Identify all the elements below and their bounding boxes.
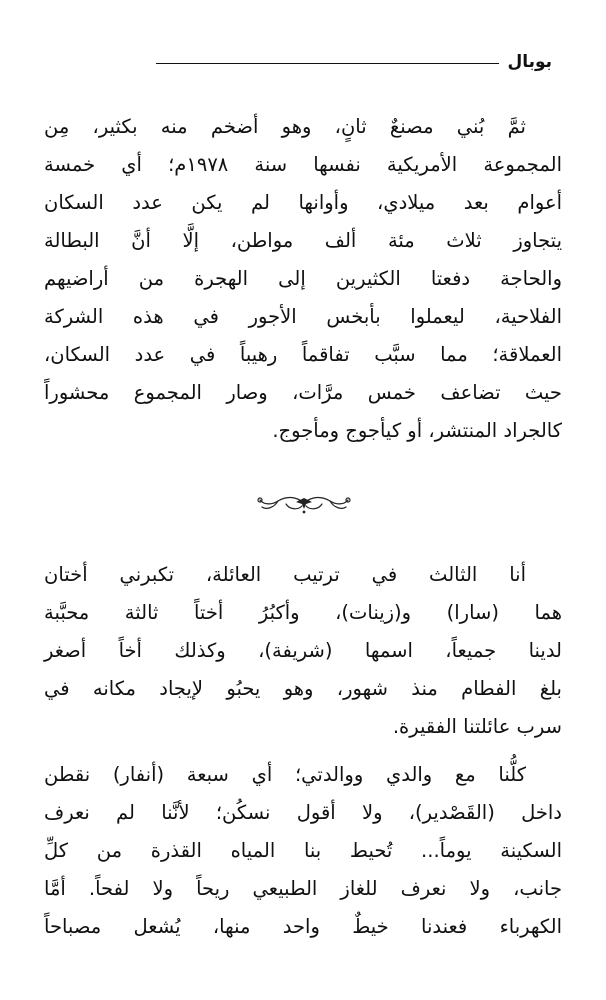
text-line: جانب، ولا نعرف للغاز الطبيعي ريحاً ولا لفحاً. أمَّا [44, 877, 562, 900]
section-divider-ornament-icon [256, 488, 352, 518]
text-line: الفلاحية، ليعملوا بأبخس الأجور في هذه الشركة [44, 305, 562, 328]
text-line: أعوام بعد ميلادي، وأوانها لم يكن عدد السكان [44, 191, 562, 214]
text-line: المجموعة الأمريكية نفسها سنة ١٩٧٨م؛ أي خمسة [44, 153, 562, 176]
paragraph-2 [44, 556, 562, 746]
text-line: كالجراد المنتشر، أو كيأجوج ومأجوج. [272, 419, 562, 442]
text-line: العملاقة؛ مما سبَّب تفاقماً رهيباً في عدد السكان، [44, 343, 562, 366]
text-line: السكينة يوماً... تُحيط بنا المياه القذرة من كلِّ [44, 839, 562, 862]
text-line: لدينا جميعاً، اسمها (شريفة)، وكذلك أخاً أصغر [44, 639, 562, 662]
text-line: حيث تضاعف خمس مرَّات، وصار المجموع محشوراً [44, 381, 562, 404]
text-line: بلغ الفطام منذ شهور، وهو يحبُو لإيجاد مكانه في [44, 677, 562, 700]
text-line: كلُّنا مع والدي ووالدتي؛ أي سبعة (أنفار) نقطن [44, 763, 526, 786]
paragraph-1 [44, 108, 562, 450]
text-line: سرب عائلتنا الفقيرة. [392, 715, 562, 738]
text-line: الكهرباء فعندنا خيطٌ واحد منها، يُشعل مصباحاً [44, 915, 562, 938]
text-line: يتجاوز ثلاث مئة ألف مواطن، إلَّا أنَّ البطالة [44, 229, 562, 252]
text-line: ثمَّ بُني مصنعٌ ثانٍ، وهو أضخم منه بكثير، مِن [44, 115, 526, 138]
text-line: هما (سارا) و(زينات)، وأكبُرُ أختاً ثالثة محبَّبة [44, 601, 562, 624]
text-line: داخل (القَصْدير)، ولا أقول نسكُن؛ لأنَّنا لم نعرف [44, 801, 562, 824]
text-line: أنا الثالث في ترتيب العائلة، تكبرني أختان [44, 563, 526, 586]
header-rule [156, 63, 499, 64]
running-header [156, 50, 552, 74]
running-title: بوبال [507, 52, 552, 72]
text-line: والحاجة دفعتا الكثيرين إلى الهجرة من أراضيهم [44, 267, 562, 290]
paragraph-3 [44, 756, 562, 946]
